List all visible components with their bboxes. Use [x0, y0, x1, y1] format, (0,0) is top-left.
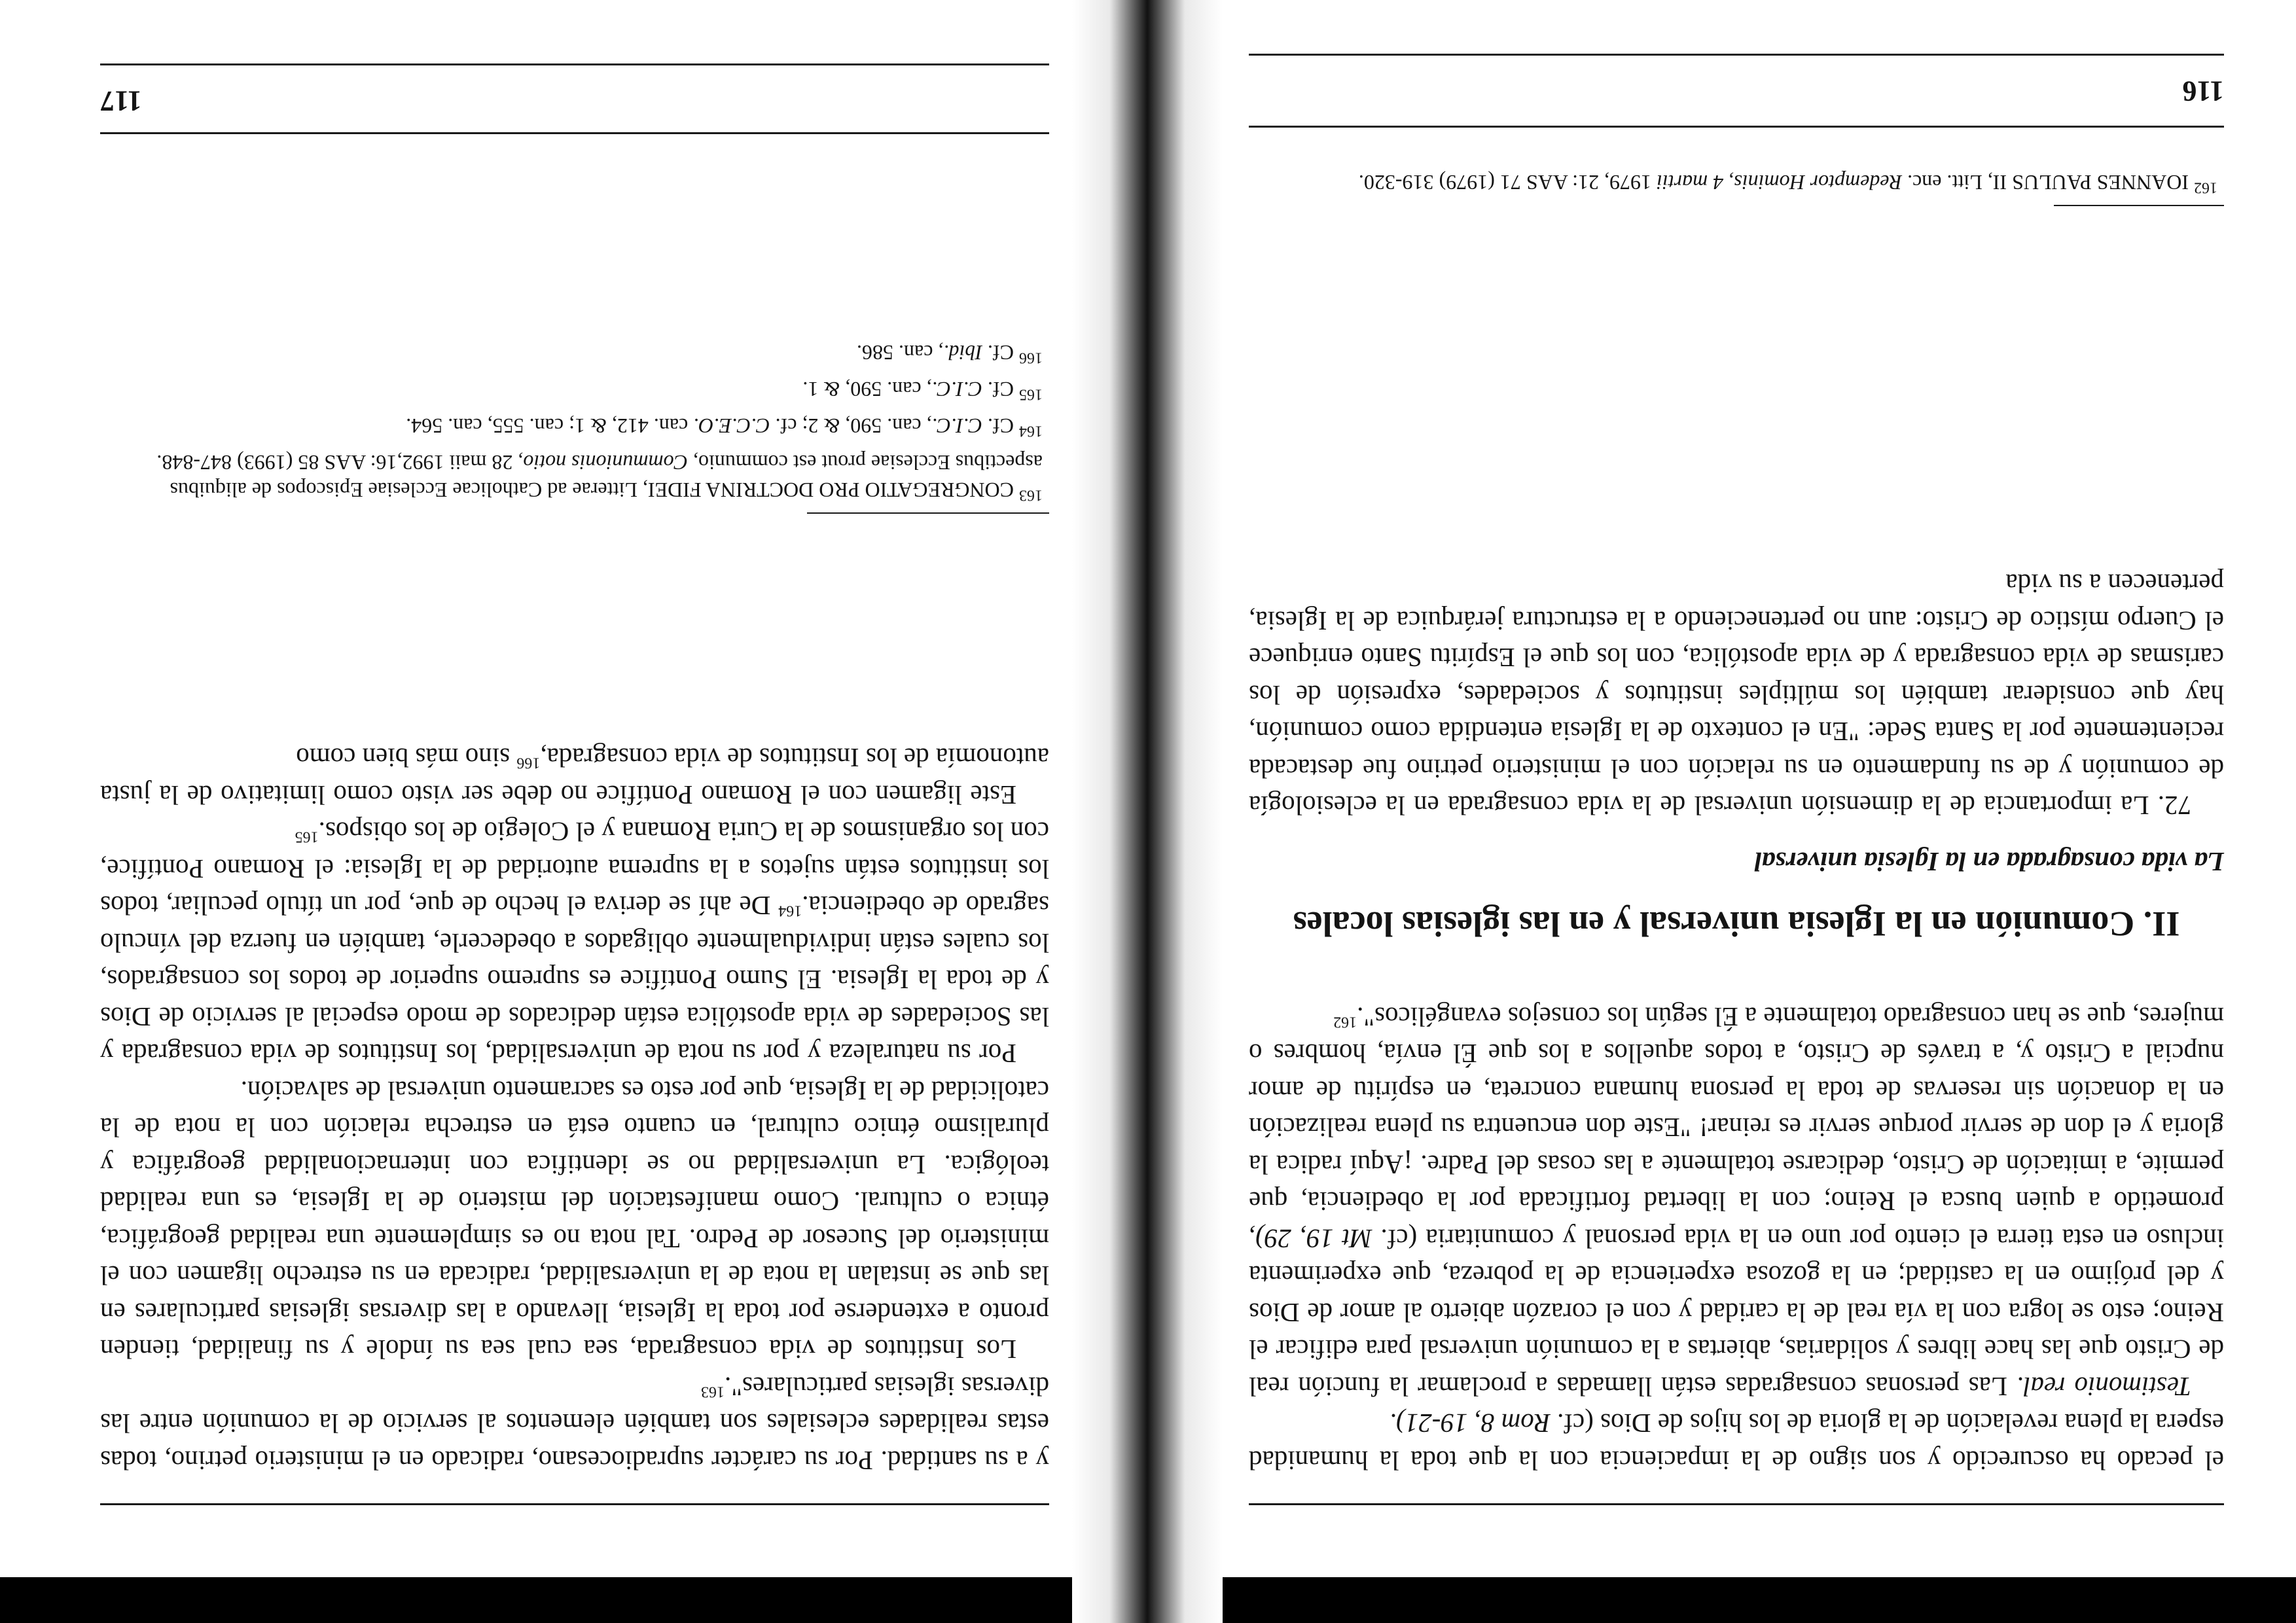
paragraph — [100, 813, 1049, 1073]
paragraphs-before-heading — [1249, 999, 2224, 1480]
footnote — [100, 449, 1049, 504]
text-run: CONGREGATIO PRO DOCTRINA FIDEI, Litterae ad Catholicae Ecclesiae Episcopos de aliquibus aspectibus Ecclesiae prout est communio, — [170, 451, 1043, 502]
page-117 — [41, 0, 1062, 1577]
text-run: can. 412, & 1; can. 555, can. 564. — [406, 414, 694, 438]
footnote-ref: 163 — [1019, 486, 1043, 504]
page-116 — [1216, 0, 2237, 1577]
paragraph — [100, 1368, 1049, 1480]
paragraph — [100, 1073, 1049, 1368]
footnote-ref: 165 — [295, 829, 319, 846]
page-number: 117 — [100, 85, 142, 117]
text-run: can. 586. — [857, 341, 939, 365]
footnotes — [1249, 160, 2224, 196]
section-heading: II. Comunión en la Iglesia universal y en las iglesias locales — [1293, 904, 2180, 944]
text-run: Por su naturaleza y por su nota de universalidad, los Institutos de vida consagrada y las Sociedades de vida apostólica están dedicados de modo especial al servicio de Dios y de toda la Iglesia. El Sumo Pontífice es supremo superior de todos los consagrados, los cuales están individualmente obligados a obedecerle, también en fuerza del vínculo sagrado de obediencia. — [100, 891, 1049, 1069]
text-run: sino más bien como — [296, 743, 517, 774]
paragraphs — [100, 740, 1049, 1479]
text-run: can. 590, & 2; cf. — [770, 414, 927, 438]
book-gutter — [1072, 0, 1223, 1623]
text-run: Las personas consagradas están llamadas a proclamar la función real de Cristo que las hace libres y solidarias, abiertas a la comunión universal para edificar el Reino; esto se logra con la vía real de la caridad y con el corazón abierto al amor de Dios y del prójimo en la castidad; en la gozosa experiencia de la pobreza, que experimenta incluso en esta tierra el ciento por uno en la vida personal y comunitaria (cf. — [1249, 1224, 2224, 1402]
paragraphs-after-heading — [1249, 565, 2224, 825]
text-run: IOANNES PAULUS II, Litt. enc. — [1902, 171, 2194, 194]
footnote-rule — [807, 512, 1049, 514]
text-run: Ibid., — [938, 341, 982, 365]
text-run: Rom 8, 19-21). — [1389, 1408, 1551, 1439]
text-run: Redemptor Hominis, 4 martii — [1657, 171, 1903, 194]
footnote — [100, 412, 1049, 440]
text-run: can. 590, & 1. — [802, 378, 927, 401]
text-run: 1979, 21: AAS 71 (1979) 319-320. — [1358, 171, 1657, 194]
text-run: De ahí se deriva el hecho de que, por un título peculiar, todos los institutos están sujetos a la suprema autoridad de la Iglesia: el Romano Pontífice, con los organismos de la Curia Romana y el Colegio de los obispos. — [100, 817, 1049, 921]
footnote-ref: 164 — [778, 902, 802, 920]
footnote-ref: 165 — [1019, 385, 1043, 403]
footnote-ref: 162 — [2194, 179, 2217, 196]
footnote-rule — [2054, 205, 2224, 206]
footnote — [1249, 169, 2224, 196]
text-run: Communionis notio, — [518, 451, 688, 474]
bottom-rule-lower — [1249, 54, 2224, 56]
text-run: C.C.E.O. — [693, 414, 770, 438]
section-subheading: La vida consagrada en la Iglesia universal — [1754, 847, 2224, 878]
text-run: Cf. — [982, 341, 1019, 365]
text-run: Este ligamen con el Romano Pontífice no debe ser visto como limitativo de la justa autonomía de los Institutos de vida consagrada, — [100, 743, 1049, 810]
footnote-ref: 166 — [516, 755, 541, 772]
footnotes — [100, 330, 1049, 504]
body-text — [1249, 565, 2224, 1479]
text-run: C.I.C., — [926, 414, 982, 438]
text-run: C.I.C., — [926, 378, 982, 401]
text-run: Mt 19, 29), — [1248, 1224, 1372, 1254]
footnote — [100, 376, 1049, 403]
text-run: Testimonio real. — [2016, 1372, 2191, 1402]
text-run: 72. La importancia de la dimensión universal de la vida consagrada en la eclesiología de comunión y de su fundamento en su relación con el ministerio petrino fue destacada recientemente por la Santa Sede: "En el contexto de la Iglesia entendida como comunión, hay que considerar también los múltiples institutos y sociedades, expresión de los carismas de vida consagrada y de vida apostólica, con los que el Espíritu Santo enriquece el Cuerpo místico de Cristo: aun no perteneciendo a la estructura jerárquica de la Iglesia, pertenecen a su vida — [1249, 569, 2224, 821]
paragraph — [1249, 999, 2224, 1406]
text-run: el pecado ha oscurecido y son signo de la impaciencia con la que toda la humanidad espera la plena revelación de la gloria de los hijos de Dios (cf. — [1249, 1408, 2224, 1476]
text-run: Los Institutos de vida consagrada, sea cual sea su índole y su finalidad, tienden pronto a extenderse por toda la Iglesia, llevando a las diversas iglesias particulares en las que se instalan la nota de la universalidad, radicada en su estrecho ligamen con el ministerio del Sucesor de Pedro. Tal nota no es simplemente una realidad geográfica, étnica o cultural. Como manifestación del misterio de la Iglesia, es una realidad teológica. La universalidad no se identifica con internacionalidad geográfica y pluralismo étnico cultural, en cuanto está en estrecha relación con la nota de la catolicidad de la Iglesia, que por esto es sacramento universal de salvación. — [100, 1076, 1049, 1365]
bottom-rule-lower — [100, 63, 1049, 65]
text-run: 28 maii 1992,16: AAS 85 (1993) 847-848. — [156, 451, 518, 474]
footnote-ref: 164 — [1019, 422, 1043, 440]
paragraph — [1249, 565, 2224, 825]
text-run: Cf. — [982, 414, 1019, 438]
text-run: prometido a quien busca el Reino; con la libertad fortificada por la obediencia, que permite, a imitación de Cristo, dedicarse totalmente a las cosas del Padre. ¡Aquí radica la gloria y el don de servir porque servir es reinar! "Este don encuentra su plena realización en la donación sin reservas de toda la persona humana concreta, en espíritu de amor nupcial a Cristo y, a través de Cristo, a todos aquellos a los que Él envía, hombres o mujeres, que se han consagrado totalmente a Él según los consejos evangélicos". — [1249, 1002, 2224, 1217]
page-number: 116 — [2182, 75, 2224, 107]
footnote-ref: 162 — [1333, 1013, 1357, 1031]
footnote — [100, 339, 1049, 366]
footnote-ref: 166 — [1019, 349, 1043, 366]
top-rule — [1249, 1503, 2224, 1505]
paragraph — [1249, 1405, 2224, 1479]
top-rule — [100, 1503, 1049, 1505]
body-text — [100, 740, 1049, 1479]
text-run: y a su santidad. Por su carácter supradiocesano, radicado en el ministerio petrino, todas estas realidades eclesiales son también elementos al servicio de la comunión entre las diversas iglesias particulares". — [100, 1372, 1049, 1476]
paragraph — [100, 740, 1049, 813]
bottom-rule-upper — [100, 132, 1049, 134]
footnote-ref: 163 — [700, 1383, 725, 1400]
bottom-rule-upper — [1249, 126, 2224, 128]
text-run: Cf. — [982, 378, 1019, 401]
